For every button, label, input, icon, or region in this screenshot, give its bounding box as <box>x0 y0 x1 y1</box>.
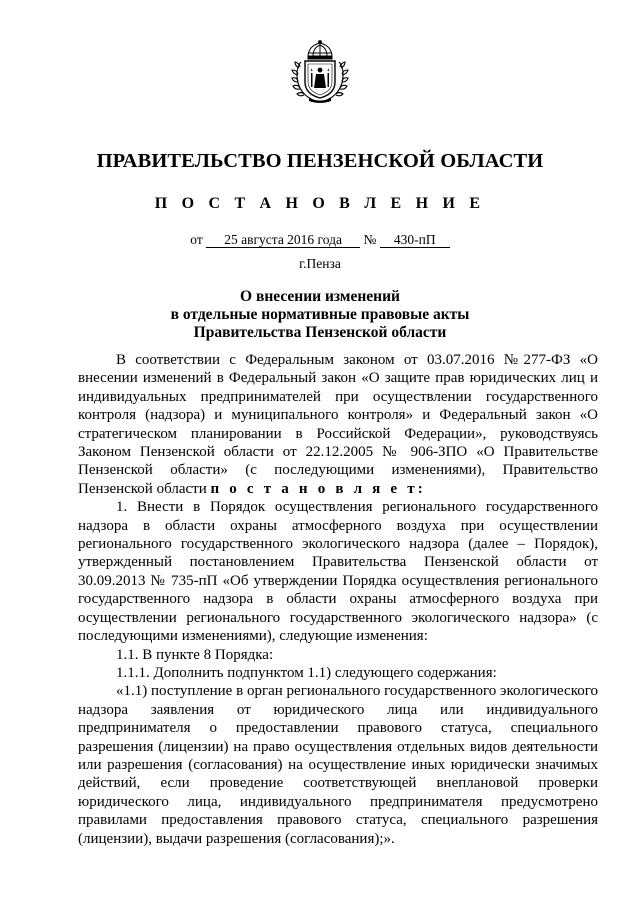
item-1-1: 1.1. В пункте 8 Порядка: <box>116 646 274 663</box>
document-type: П О С Т А Н О В Л Е Н И Е <box>154 195 486 212</box>
document-body <box>78 351 598 848</box>
city: г.Пенза <box>299 256 341 271</box>
document-number: 430-пП <box>380 232 450 248</box>
date-prefix: от <box>190 232 203 247</box>
title-line-1: О внесении изменений <box>240 288 400 305</box>
organization-name: ПРАВИТЕЛЬСТВО ПЕНЗЕНСКОЙ ОБЛАСТИ <box>96 150 544 172</box>
item-1: 1. Внести в Порядок осуществления регионального государственного надзора в области охраны атмосферного воздуха при осуществлении регионального государственного экологического надзора (далее – Порядок), утвержденный постановлением Правительства Пензенской области от 30.09.2013 № 735-пП «Об утверждении Порядка осуществления регионального государственного надзора в области охраны атмосферного воздуха при осуществлении регионального государственного экологического надзора» (с последующими изменениями), следующие изменения: <box>78 499 598 645</box>
title-line-3: Правительства Пензенской области <box>193 324 447 341</box>
document-title <box>0 288 640 342</box>
preamble-paragraph <box>78 351 598 498</box>
date-number-line <box>0 232 640 248</box>
quoted-subitem: «1.1) поступление в орган регионального государственного экологического надзора заявления от юридического лица или индивидуального предпринимателя о предоставлении правового статуса, специального разрешения (лицензии) на право осуществления отдельных видов деятельности или разрешения (согласования) на осуществление иных юридически значимых действий, если проведение соответствующей внеплановой проверки юридического лица, индивидуального предпринимателя предусмотрено правилами предоставления правового статуса, специального разрешения (лицензии), выдачи разрешения (согласования);». <box>78 683 598 847</box>
penza-coat-of-arms-icon <box>291 40 349 104</box>
item-1-1-1: 1.1.1. Дополнить подпунктом 1.1) следующего содержания: <box>116 664 497 681</box>
title-line-2: в отдельные нормативные правовые акты <box>170 306 470 323</box>
preamble-text: В соответствии с Федеральным законом от 03.07.2016 №277-ФЗ «О внесении изменений в Федеральный закон «О защите прав юридических лиц и индивидуальных предпринимателей при осуществлении государственного контроля (надзора) и муниципального контроля» и Федеральный закон «О стратегическом планировании в Российской Федерации», руководствуясь Законом Пензенской области от 22.12.2005 № 906-ЗПО «О Правительстве Пензенской области» (с последующими изменениями), Правительство Пензенской области <box>78 352 598 497</box>
document-date: 25 августа 2016 года <box>206 232 360 248</box>
number-prefix: № <box>363 232 377 247</box>
decree-word: п о с т а н о в л я е т: <box>210 480 426 497</box>
